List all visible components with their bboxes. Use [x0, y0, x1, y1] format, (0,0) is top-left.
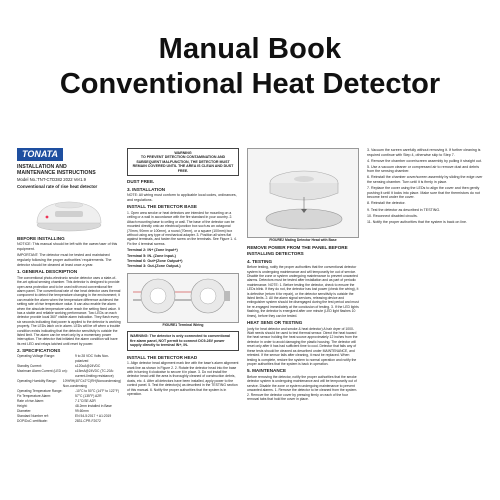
dust-free-heading: DUST FREE.: [127, 179, 155, 185]
mating-figure: [247, 148, 359, 238]
terminal-item: Terminal 3: Out-(Zone Output-): [127, 264, 181, 269]
wiring-note: NOTE: All wiring must conform to applicable local codes, ordinances, and regulations.: [127, 193, 237, 202]
maintenance-step: 5. Use a vacuum cleaner or compressed air to remove dust and debris from the sensing chamber.: [367, 164, 480, 174]
maintenance-step: 3. Vacuum the screen carefully without removing it. If further cleaning is required continue with Step 4, otherwise skip to Step 7.: [367, 148, 481, 157]
terminal-item: Terminal 2: IN+ (Zone Input+): [127, 248, 178, 253]
column-2: [127, 148, 239, 398]
maintenance-step: 4. Remove the chamber cover/screen assembly by pulling it straight out.: [367, 158, 482, 163]
column-4: [367, 148, 485, 226]
figure2-caption: FIGURE2 Mating Detector Head with Base: [269, 238, 337, 242]
spec-row: Standby Current: ≤120uA@24VDC: [17, 363, 101, 368]
before-installing-heading: BEFORE INSTALLING: [17, 235, 65, 241]
maintenance-step: 11. Notify the proper authorities that the system is back on line.: [367, 219, 468, 224]
spec-row: Operating Humidity Range: 10%RH(40°C±2°C)RH(Noncondensing) Non-condensing: [17, 378, 121, 388]
maintenance-text: Before removing the detector, notify the proper authorities that the smoke detector system is undergoing maintenance and will be temporarily out of service. Disable the zone or system undergoing maintenance to prevent unwanted alarms. 1. Remove the detector to be cleaned from the system. 2. Remove the detector cover by pressing firmly on each of the four removal tabs that hold the cover in place.: [247, 374, 358, 401]
remove-power-heading: REMOVE POWER FROM THE PANEL BEFORE INSTALLING DETECTORS: [247, 245, 348, 256]
general-description-heading: 1. GENERAL DESCRIPTION: [17, 269, 78, 275]
column-1: [17, 148, 121, 424]
model-number: Model No.:TNT-CTD382 2022 Ver1.9: [17, 177, 86, 182]
manual-title: Manual Book: [158, 33, 342, 65]
spec-row: Operating Voltage Range: 9 to 28 VDC Volts Non-polarized: [17, 353, 110, 363]
spec-row: Operating Temperature Range: -10°C to 50°C (14°F to 122°F): [17, 388, 119, 393]
testing-text: Before testing, notify the proper authorities that the conventional detector system is undergoing maintenance and will temporarily be out of service. Disable the zone or system undergoing maintenance to prevent unwanted alarms. Detectors must be tested after installation and as part of periodic maintenance. NOTE: 1. Before testing the detector, check to ensure the LEDs blink. If they do not, the detector has lost power (check the wiring), it is defective (return it for repair), or the detector sensitivity is outside the listed limits. 2. All the alarm signal services, releasing device and extinguisher system should be disengaged during the test period and must be re-engaged immediately at the conclusion of testing. 3. If the LED lights flashing, the detector is energized after one minute (LED light flashes 10 times), before they can be tested.: [247, 265, 359, 318]
brand-logo: TONATA: [17, 148, 63, 161]
terminal-list: [127, 248, 239, 270]
terminal-wiring-figure: [127, 273, 239, 323]
maintenance-step: 9. Test the detector as described in TESTING.: [367, 207, 441, 212]
contamination-warning: WARNING TO PREVENT DETECTION CONTAMINATION AND SUBSEQUENT MALFUNCTION, THE DETECTOR MUST REMAIN COVERED UNTIL THE AREA IS CLEAN AND DUST FREE.: [127, 148, 239, 176]
install-heading-1: INSTALLATION AND: [17, 164, 67, 170]
installation-heading: 3. INSTALLATION: [127, 186, 166, 192]
specifications-heading: 2. SPECIFICATIONS: [17, 348, 61, 354]
terminal-item: Terminal 6: Out+(Zone Output+): [127, 259, 183, 264]
maintenance-step: 8. Reinstall the detector.: [367, 201, 406, 206]
spec-row: Fix Temperature Alarm: 57°C (135°F) A2R: [17, 393, 102, 398]
spec-row: Standard Number ref: EN 54-5:2017 + A1:2019: [17, 413, 112, 418]
heat-sensor-testing-heading: HEAT SENS OR TESTING: [247, 320, 303, 326]
spec-row: DOP/DoC certificate: 2831-CPR-F2072: [17, 418, 101, 423]
detector-image: [17, 193, 121, 233]
install-base-text: 1. Open area smoke or heat detectors are intended for mounting on a ceiling or a wall in accordance with the fire standard in your country. 2. Attach mounting base to ceiling or wall. The base of the detector can be mounted directly onto an electrical junction box such as an octagonal (70mm, 90mm or 100mm), a round (70mm), or a square (100mm) box without using any type of mechanical adapter. 3. Position all wires flat against terminals, and fasten the screw on the terminals. See Figure 1. 4. Fix the 4 terminal screws.: [127, 211, 237, 246]
figure1-caption: FIGURE1 Terminal Wiring: [162, 322, 204, 327]
spec-row: Height: 48.2mm installed in Base: [17, 403, 112, 408]
maintenance-heading: 5. MAINTENANCE: [247, 368, 287, 374]
specifications-table: [17, 354, 121, 424]
spec-row: Maximum Alarm Current (LED on): ≤15mA@24VDC (TC-20A: current-limiting resistance): [17, 368, 114, 378]
panel-warning: WARNING: The detector is only connected to conventional fire alarm panel, NOT permit to connect DC9-28V power supply directly to terminal IN+, IN-: [127, 331, 239, 350]
install-base-heading: INSTALL THE DETECTOR BASE: [127, 204, 197, 210]
maintenance-step: 10. Reconnect disabled circuits.: [367, 213, 418, 218]
install-head-text: 1. Align detector head alignment mark line with the base's alarm alignment mark line as shown in Figure 2. 2. Rotate the detector head into the base with in turning it clockwise to secure it in place. 3. Do not install the detector head until the area is thoroughly cleaned of construction debris, dusts, etc. 4. After all detectors have been installed, apply power to the control panel. 5. Test the detector(s) as described in the TESTING section of this manual. 6. Notify the proper authorities that the system is in operation.: [127, 361, 239, 396]
testing-heading: 4. TESTING: [247, 258, 273, 264]
column-3: [247, 148, 359, 403]
spec-row: Diameter: 99.60mm: [17, 408, 89, 413]
general-description-text: The conventional photo-electronic smoke detector uses a state-of-the-art optical sensing chamber. This detector is designed to provide open area protection and to be used with most conventional fire alarm panel. The conventional rate of rise heat detector uses thermal component to detect the temperature changing in the environment; it can enable fire alarm when the temperature difference achieved the setting rate of rise temperature value. It can also enable the alarm when the absolute temperature value reach the setting fixed value. It has a stable and reliable working performance. Two LEDs on each detector provide local 360° visible alarm indication. They flash every six seconds indicating that power is applied to the detector is working properly. The LEDs latch on in alarm. LEDs will be off when a trouble condition exists indicating that the detector sensitivity is outside the listed limit. The alarm can be reset only by a momentary power interruption. The detector that initiated the alarm condition will have its red LED and relays latched until reset by power.: [17, 275, 121, 346]
product-title: Conventional Heat Detector: [59, 68, 441, 100]
product-name: Conventional rate of rise heat detector: [17, 184, 98, 190]
install-head-heading: INSTALL THE DETECTOR HEAD: [127, 354, 198, 360]
heat-sensor-testing-text: (only for heat detector and smoke & heat detector) A hair dryer of 1000-Watt needs should be used to test thermal sensor. Direct the heat toward the heat sensor holding the heat source approximately 12 inches from the detector in order to avoid damaging the plastic housing. The detector will reset only after it has had sufficient time to cool. Detector that fails any of these tests should be cleaned as described under MAINTENANCE, and retested. If the sensor fails after cleaning, it must be replaced. When testing is complete, restore the system to normal operation and notify the proper authorities that the system is back in operation.: [247, 326, 358, 366]
terminal-item: Terminal 5: IN- (Zone Input-): [127, 253, 176, 258]
manual-sheet: [17, 148, 485, 484]
spec-row: Rate of rise Alarm: 7.1°C/SE A2R: [17, 398, 96, 403]
important-note: IMPORTANT: The detector must be tested and maintained regularly following the proper authorities' requirements. The detector should be cleaned at least once a year.: [17, 253, 112, 267]
install-heading-2: MAINTENANCE INSTRUCTIONS: [17, 170, 96, 176]
maintenance-step: 7. Replace the cover using the LEDs to align the cover and then gently pushing it until it locks into place. Make sure that the thermistors do not become bent under the cover.: [367, 186, 480, 200]
before-notice: NOTICE: This manual should be left with the owner/user of this equipment.: [17, 242, 118, 251]
maintenance-step: 6. Reinstall the chamber cover/screen assembly by sliding the edge over the sensing chamber. Turn until it is firmly in place.: [367, 175, 483, 185]
